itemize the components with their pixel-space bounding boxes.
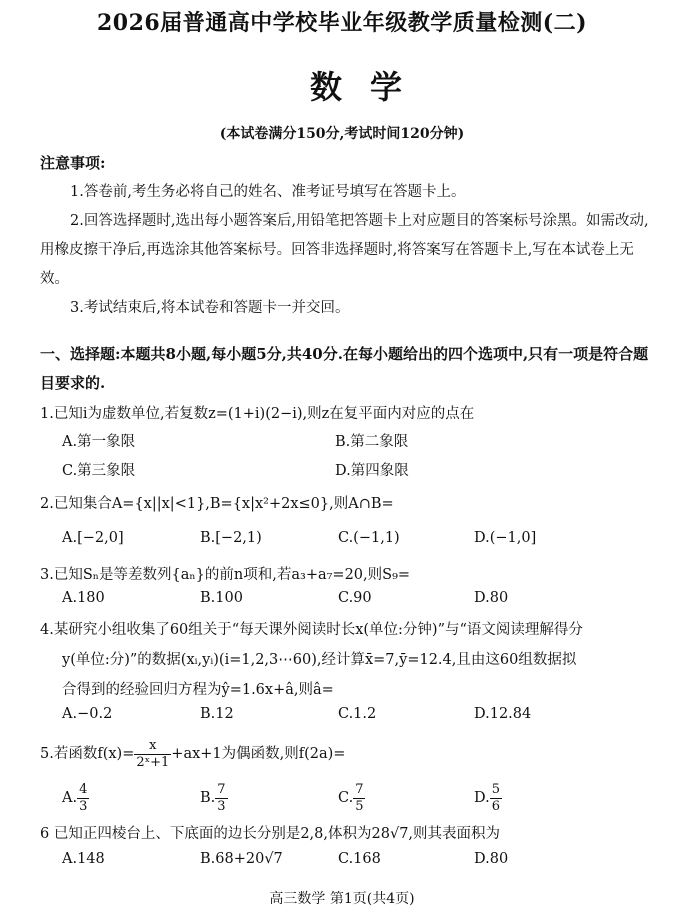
fraction-denominator: 3 — [217, 798, 226, 814]
question-6-option-b: B.68+20√7 — [200, 851, 283, 867]
fraction-denominator: 5 — [355, 798, 364, 814]
exam-title: 2026届普通高中学校毕业年级教学质量检测(二) — [96, 10, 588, 36]
question-5-option-a — [62, 780, 89, 816]
question-1-option-b: B.第二象限 — [335, 434, 409, 450]
question-6-stem: 6 已知正四棱台上、下底面的边长分别是2,8,体积为28√7,则其表面积为 — [40, 826, 501, 842]
option-fraction — [490, 782, 502, 815]
question-4-option-a: A.−0.2 — [62, 706, 113, 722]
fraction-numerator: 4 — [79, 781, 88, 797]
question-6-option-d: D.80 — [474, 851, 509, 867]
question-5-stem — [40, 736, 345, 772]
notice-heading: 注意事项: — [40, 154, 106, 172]
question-4-stem-line-3: 合得到的经验回归方程为ŷ=1.6x+â,则â= — [62, 682, 334, 698]
question-3-option-c: C.90 — [338, 590, 372, 606]
option-fraction — [353, 782, 365, 815]
notice-item-3: 3.考试结束后,将本试卷和答题卡一并交回。 — [70, 300, 350, 316]
exam-meta: (本试卷满分150分,考试时间120分钟) — [219, 126, 465, 142]
question-5-fraction — [134, 738, 171, 771]
notice-item-2: 2.回答选择题时,选出每小题答案后,用铅笔把答题卡上对应题目的答案标号涂黑。如需改动,用橡皮擦干净后,再选涂其他答案标号。回答非选择题时,将答案写在答题卡上,写在本试卷上无效。 — [40, 213, 649, 287]
question-2-option-a: A.[−2,0] — [62, 530, 124, 546]
question-5-fraction-denominator: 2ˣ+1 — [136, 754, 170, 770]
question-2-option-b: B.[−2,1) — [200, 530, 262, 546]
question-5-option-b — [200, 780, 228, 816]
question-5-fraction-numerator: x — [134, 738, 171, 755]
subject-title: 数学 — [309, 68, 430, 106]
notice-item-1: 1.答卷前,考生务必将自己的姓名、准考证号填写在答题卡上。 — [70, 184, 466, 200]
question-2-option-d: D.(−1,0] — [474, 530, 537, 546]
question-4-option-d: D.12.84 — [474, 706, 532, 722]
option-fraction — [215, 782, 227, 815]
section-1-heading: 一、选择题:本题共8小题,每小题5分,共40分.在每小题给出的四个选项中,只有一项是符合题目要求的. — [40, 345, 649, 392]
fraction-numerator: 7 — [355, 781, 364, 797]
fraction-denominator: 6 — [491, 798, 500, 814]
question-1-option-a: A.第一象限 — [62, 434, 136, 450]
option-label: D. — [474, 790, 490, 806]
question-2-option-c: C.(−1,1) — [338, 530, 400, 546]
option-label: A. — [62, 790, 78, 806]
question-3-stem: 3.已知Sₙ是等差数列{aₙ}的前n项和,若a₃+a₇=20,则S₉= — [40, 567, 411, 583]
question-1-option-d: D.第四象限 — [335, 463, 409, 479]
question-6-option-a: A.148 — [62, 851, 105, 867]
fraction-numerator: 7 — [217, 781, 226, 797]
question-5-stem-pre: 5.若函数f(x)= — [40, 746, 135, 762]
fraction-numerator: 5 — [491, 781, 500, 797]
question-2-stem: 2.已知集合A={x||x|<1},B={x|x²+2x≤0},则A∩B= — [40, 496, 394, 512]
question-5-option-c — [338, 780, 365, 816]
fraction-denominator: 3 — [79, 798, 88, 814]
option-label: C. — [338, 790, 354, 806]
question-5-option-d — [474, 780, 502, 816]
question-3-option-b: B.100 — [200, 590, 243, 606]
question-5-stem-post: +ax+1为偶函数,则f(2a)= — [171, 746, 346, 762]
question-4-option-b: B.12 — [200, 706, 234, 722]
question-4-stem-line-2: y(单位:分)”的数据(xᵢ,yᵢ)(i=1,2,3⋯60),经计算x̄=7,ȳ=12.4,且由这60组数据拟 — [62, 652, 577, 668]
question-1-option-c: C.第三象限 — [62, 463, 136, 479]
question-3-option-d: D.80 — [474, 590, 509, 606]
page-footer: 高三数学 第1页(共4页) — [269, 891, 415, 907]
question-1-stem: 1.已知i为虚数单位,若复数z=(1+i)(2−i),则z在复平面内对应的点在 — [40, 406, 475, 422]
option-fraction — [77, 782, 89, 815]
question-4-stem-line-1: 4.某研究小组收集了60组关于“每天课外阅读时长x(单位:分钟)”与“语文阅读理解得分 — [40, 622, 583, 638]
question-6-option-c: C.168 — [338, 851, 381, 867]
question-4-option-c: C.1.2 — [338, 706, 377, 722]
option-label: B. — [200, 790, 216, 806]
question-3-option-a: A.180 — [62, 590, 105, 606]
